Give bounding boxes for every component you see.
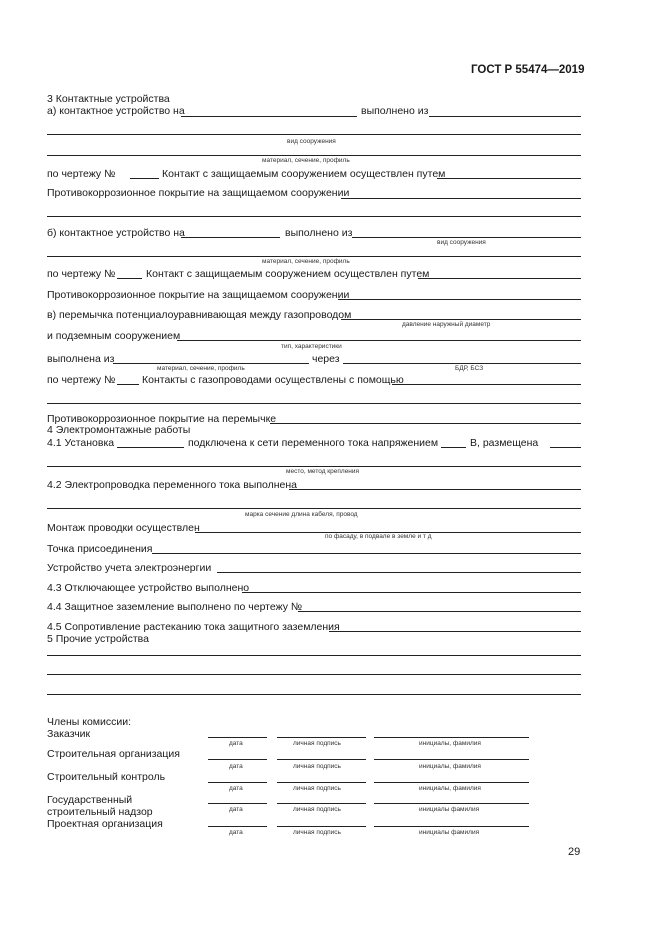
- b-per-drawing-label: по чертежу №: [47, 268, 116, 280]
- c-jumper-anticorrosion-label: Противокоррозионное покрытие на перемычке: [47, 413, 277, 425]
- a-contact-via-field[interactable]: [437, 178, 581, 179]
- item42-field[interactable]: [289, 489, 581, 490]
- c-jumper-label: в) перемычка потенциалоуравнивающая между газопроводом: [47, 309, 352, 321]
- b-drawing-number-field[interactable]: [117, 278, 142, 279]
- a-drawing-number-field[interactable]: [130, 178, 159, 179]
- b-material-field[interactable]: [352, 237, 581, 238]
- member-signature-field[interactable]: [277, 737, 366, 738]
- member-role: Проектная организация: [47, 818, 163, 830]
- c-contacts-line2[interactable]: [47, 403, 581, 404]
- section5-title: 5 Прочие устройства: [47, 633, 149, 645]
- section5-line2[interactable]: [47, 674, 581, 675]
- item43-field[interactable]: [242, 592, 581, 593]
- member-role: Строительная организация: [47, 748, 180, 760]
- hint-signature: личная подпись: [293, 763, 341, 770]
- hint-date: дата: [229, 740, 243, 747]
- standard-header: ГОСТ Р 55474—2019: [471, 64, 585, 76]
- hint-signature: личная подпись: [293, 829, 341, 836]
- section5-line1[interactable]: [47, 655, 581, 656]
- hint-bdr: БДР, БСЗ: [455, 365, 484, 372]
- hint-date: дата: [229, 785, 243, 792]
- section3-title: 3 Контактные устройства: [47, 93, 170, 105]
- member-signature-field[interactable]: [277, 759, 366, 760]
- member-name-field[interactable]: [374, 782, 529, 783]
- c-through-field[interactable]: [343, 363, 581, 364]
- member-role-line1: Государственный: [47, 794, 133, 806]
- a-contact-via-label: Контакт с защищаемым сооружением осуществлен путем: [162, 168, 446, 180]
- hint-structure-type: вид сооружения: [287, 138, 336, 145]
- hint-name: инициалы, фамилия: [419, 740, 481, 747]
- c-underground-label: и подземным сооружением: [47, 330, 181, 342]
- item45-field[interactable]: [329, 631, 581, 632]
- meter-field[interactable]: [217, 572, 581, 573]
- hint-pressure: давление наружный диаметр: [402, 321, 491, 328]
- hint-cable: марка сечение длина кабеля, провод: [245, 511, 358, 518]
- c-contacts-label: Контакты с газопроводами осуществлены с помощью: [142, 374, 404, 386]
- hint-name: инициалы, фамилия: [419, 785, 481, 792]
- a-done-from-label: выполнено из: [361, 105, 429, 117]
- item41-installation-field[interactable]: [117, 447, 184, 448]
- hint-place: место, метод крепления: [286, 468, 360, 475]
- commission-title: Члены комиссии:: [47, 716, 132, 728]
- page-number: 29: [568, 846, 581, 858]
- c-underground-field[interactable]: [177, 340, 581, 341]
- a-anticorrosion-label: Противокоррозионное покрытие на защищаемом сооружении: [47, 187, 350, 199]
- item41-voltage-field[interactable]: [441, 447, 466, 448]
- b-anticorrosion-field[interactable]: [338, 299, 581, 300]
- b-done-from-label: выполнено из: [285, 227, 353, 239]
- c-jumper-field[interactable]: [341, 319, 581, 320]
- a-device-field[interactable]: [181, 116, 357, 117]
- section5-line3[interactable]: [47, 694, 581, 695]
- member-name-field[interactable]: [374, 803, 529, 804]
- item44-field[interactable]: [298, 611, 581, 612]
- member-signature-field[interactable]: [277, 826, 366, 827]
- b-hint-structure-type: вид сооружения: [437, 239, 486, 246]
- item42-label: 4.2 Электропроводка переменного тока выполнена: [47, 479, 298, 491]
- member-name-field[interactable]: [374, 759, 529, 760]
- hint-name: инициалы фамилия: [419, 829, 480, 836]
- member-role: Заказчик: [47, 728, 91, 740]
- a-device-label: а) контактное устройство на: [47, 105, 185, 117]
- connection-point-field[interactable]: [152, 553, 581, 554]
- b-contact-via-field[interactable]: [418, 278, 581, 279]
- member-signature-field[interactable]: [277, 782, 366, 783]
- c-jumper-anticorrosion-field[interactable]: [270, 423, 581, 424]
- c-made-from-label: выполнена из: [47, 353, 115, 365]
- hint-material2: материал, сечение, профиль: [157, 365, 245, 372]
- connection-point-label: Точка присоединения: [47, 543, 153, 555]
- hint-name: инициалы, фамилия: [419, 763, 481, 770]
- item41-volts-label: В, размещена: [470, 437, 539, 449]
- a-structure-line[interactable]: [47, 134, 581, 135]
- a-anticorrosion-line2[interactable]: [47, 216, 581, 217]
- member-date-field[interactable]: [208, 782, 267, 783]
- hint-signature: личная подпись: [293, 785, 341, 792]
- member-date-field[interactable]: [208, 826, 267, 827]
- hint-date: дата: [229, 763, 243, 770]
- a-per-drawing-label: по чертежу №: [47, 168, 116, 180]
- item41-connected-label: подключена к сети переменного тока напряжением: [188, 437, 439, 449]
- hint-date: дата: [229, 806, 243, 813]
- item42-line2[interactable]: [47, 508, 581, 509]
- member-name-field[interactable]: [374, 737, 529, 738]
- meter-label: Устройство учета электроэнергии: [47, 562, 212, 574]
- b-contact-via-label: Контакт с защищаемым сооружением осуществлен путем: [146, 268, 430, 280]
- hint-material: материал, сечение, профиль: [262, 157, 350, 164]
- hint-date: дата: [229, 829, 243, 836]
- b-anticorrosion-label: Противокоррозионное покрытие на защищаемом сооружении: [47, 289, 350, 301]
- section4-title: 4 Электромонтажные работы: [47, 424, 191, 436]
- a-material-field[interactable]: [429, 116, 581, 117]
- hint-signature: личная подпись: [293, 806, 341, 813]
- member-name-field[interactable]: [374, 826, 529, 827]
- hint-name: инициалы фамилия: [419, 806, 480, 813]
- a-material-line[interactable]: [47, 155, 581, 156]
- b-material-line[interactable]: [47, 256, 581, 257]
- member-signature-field[interactable]: [277, 803, 366, 804]
- c-per-drawing-label: по чертежу №: [47, 374, 116, 386]
- c-contacts-field[interactable]: [392, 384, 581, 385]
- c-through-label: через: [312, 353, 340, 365]
- item41-placed-field[interactable]: [550, 447, 581, 448]
- a-anticorrosion-field[interactable]: [341, 198, 581, 199]
- member-role: Строительный контроль: [47, 771, 166, 783]
- member-date-field[interactable]: [208, 803, 267, 804]
- item41-place-line[interactable]: [47, 466, 581, 467]
- mounting-label: Монтаж проводки осуществлен: [47, 522, 200, 534]
- b-device-field[interactable]: [181, 237, 280, 238]
- hint-facade: по фасаду, в подвале в земле и т д: [325, 533, 432, 540]
- c-made-from-field[interactable]: [113, 363, 309, 364]
- member-date-field[interactable]: [208, 737, 267, 738]
- hint-signature: личная подпись: [293, 740, 341, 747]
- item43-label: 4.3 Отключающее устройство выполнено: [47, 582, 250, 594]
- member-role-line2: строительный надзор: [47, 806, 153, 818]
- b-device-label: б) контактное устройство на: [47, 227, 185, 239]
- item44-label: 4.4 Защитное заземление выполнено по чертежу №: [47, 601, 303, 613]
- member-date-field[interactable]: [208, 759, 267, 760]
- c-drawing-number-field[interactable]: [117, 384, 139, 385]
- b-hint-material: материал, сечение, профиль: [262, 258, 350, 265]
- item45-label: 4.5 Сопротивление растеканию тока защитного заземления: [47, 621, 340, 633]
- hint-type: тип, характеристики: [281, 343, 342, 350]
- item41-label: 4.1 Установка: [47, 437, 115, 449]
